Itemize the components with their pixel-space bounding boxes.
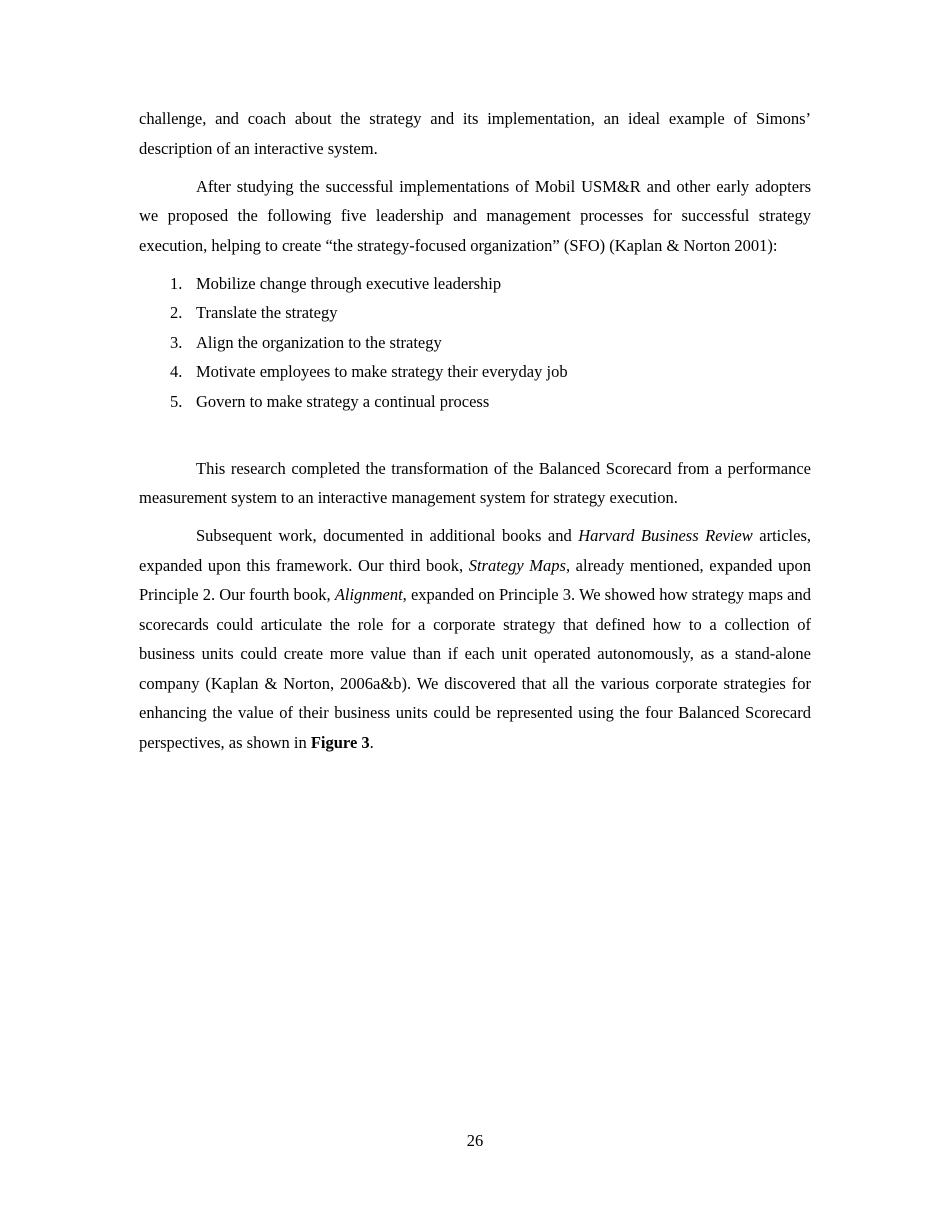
text-run: articles, expanded upon this framework. Our third book, <box>139 526 812 575</box>
paragraph <box>139 454 811 513</box>
document-body <box>139 104 811 766</box>
list-item <box>139 357 811 387</box>
list-item <box>139 328 811 358</box>
list-item-number: 4. <box>170 362 183 381</box>
list-item <box>139 269 811 299</box>
blank-line <box>139 424 811 454</box>
text-run: challenge, and coach about the strategy and its implementation, an ideal example of Simons’ description of an interactive system. <box>139 109 811 158</box>
list-item-text: Mobilize change through executive leadership <box>196 273 502 293</box>
text-run: , expanded on Principle 3. We showed how strategy maps and scorecards could articulate the role for a corporate strategy that defined how to a collection of business units could create more value than if each unit operated autonomously, as a stand-alone company (Kaplan & Norton, 2006a&b). We discovered that all the various corporate strategies for enhancing the value of their business units could be represented using the four Balanced Scorecard perspectives, as shown in <box>139 585 812 752</box>
text-run: , already mentioned, expanded upon Principle 2. Our fourth book, <box>139 555 812 604</box>
page-number: 26 <box>466 1131 484 1150</box>
text-run: Subsequent work, documented in additional books and <box>196 526 579 545</box>
list-item-text: Motivate employees to make strategy their everyday job <box>196 362 568 381</box>
text-run: After studying the successful implementations of Mobil USM&R and other early adopters we proposed the following five leadership and management processes for successful strategy execution, helping to create “the strategy-focused organization” (SFO) (Kaplan & Norton 2001): <box>139 176 811 255</box>
list-item-number: 1. <box>170 273 183 293</box>
italic-text-run: Alignment <box>334 585 403 604</box>
list-item-text: Govern to make strategy a continual process <box>196 391 490 411</box>
list-item-number: 2. <box>170 303 183 322</box>
paragraph <box>139 172 811 261</box>
bold-text-run: Figure 3 <box>310 732 370 752</box>
numbered-list <box>139 269 811 417</box>
text-run: This research completed the transformation of the Balanced Scorecard from a performance measurement system to an interactive management system for strategy execution. <box>139 458 811 507</box>
list-item-number: 3. <box>170 332 183 352</box>
italic-text-run: Strategy Maps <box>468 555 566 575</box>
italic-text-run: Harvard Business Review <box>578 526 753 545</box>
text-run: . <box>369 732 374 752</box>
paragraph <box>139 521 811 757</box>
list-item <box>139 387 811 417</box>
paragraph <box>139 104 811 163</box>
list-item-text: Translate the strategy <box>196 303 338 322</box>
list-item-number: 5. <box>170 391 183 411</box>
list-item-text: Align the organization to the strategy <box>196 332 442 352</box>
list-item <box>139 298 811 328</box>
